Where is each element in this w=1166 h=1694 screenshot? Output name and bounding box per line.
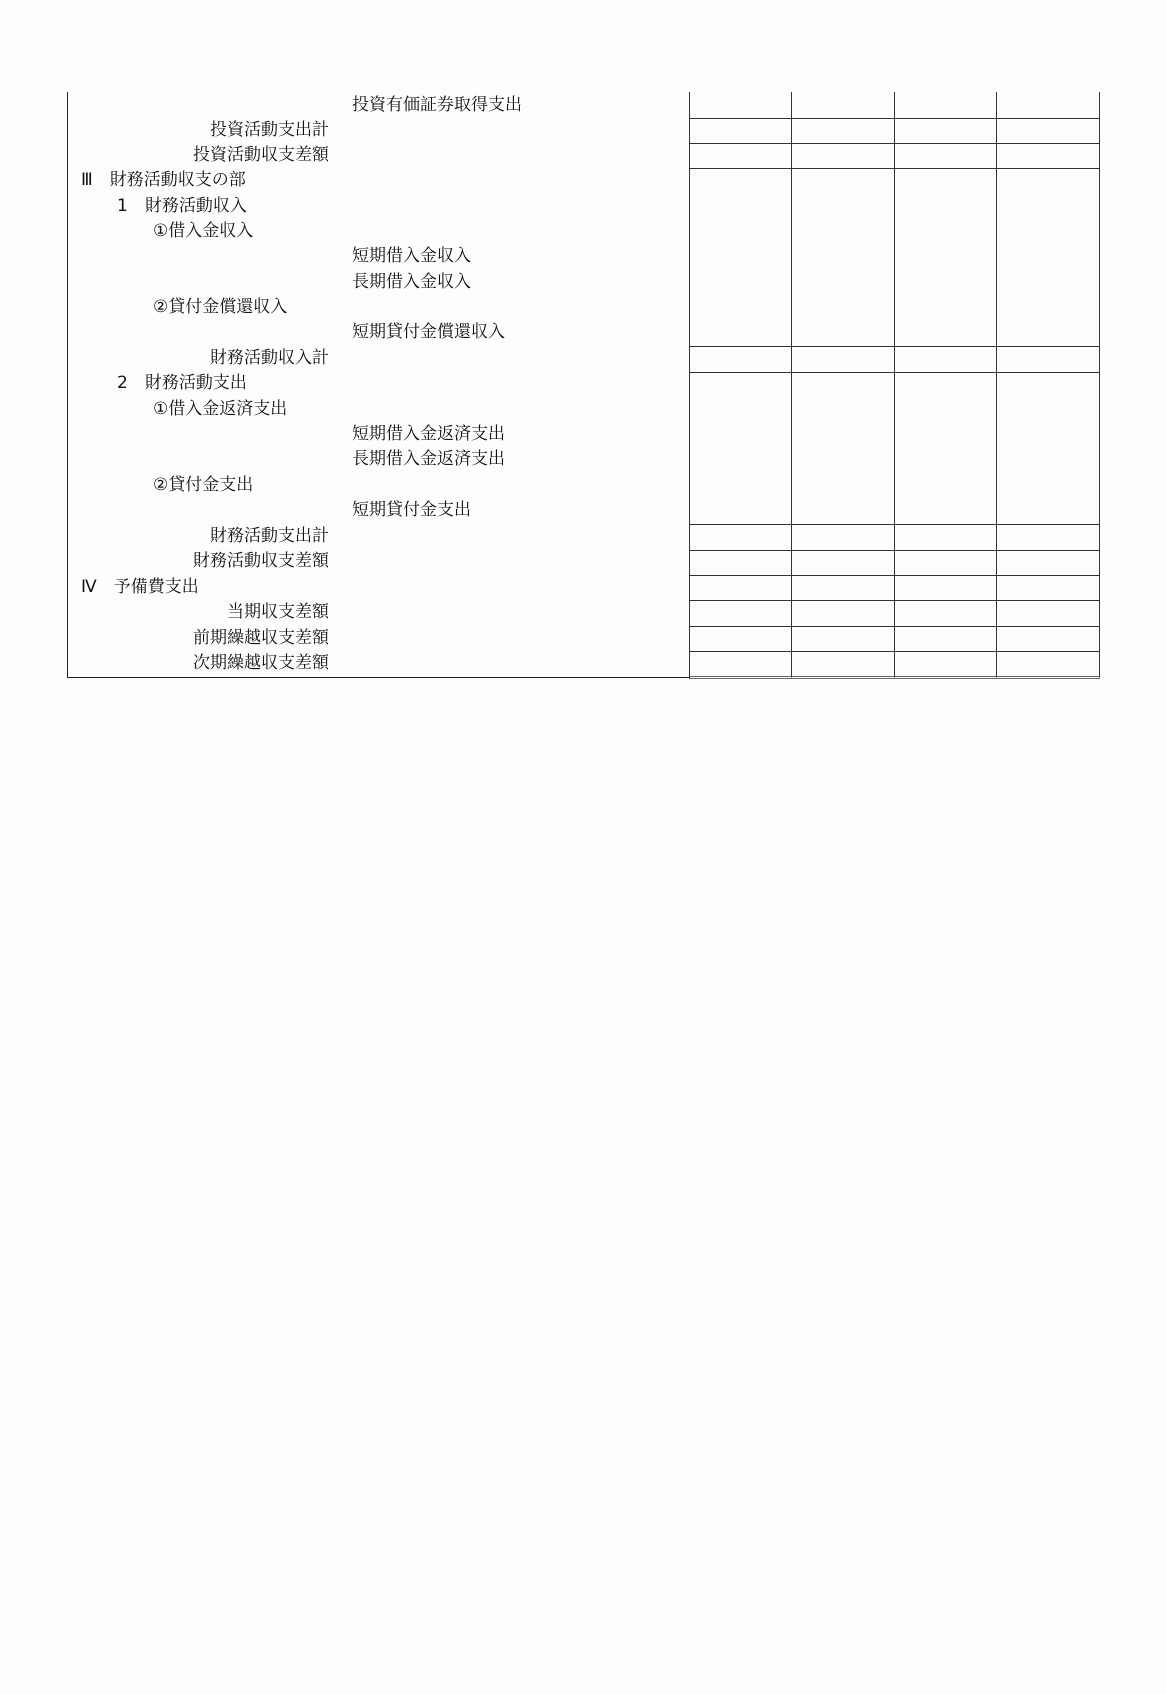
item-borrowing-repayment-expenditure: ①借入金返済支出 — [153, 399, 288, 419]
table-row — [0, 600, 1166, 625]
table-row — [0, 473, 1166, 498]
table-row — [0, 575, 1166, 600]
subsection-financing-income: 1 財務活動収入 — [117, 196, 247, 216]
item-loan-expenditure: ②貸付金支出 — [153, 475, 254, 495]
row-label-financing-net: 財務活動収支差額 — [193, 551, 329, 571]
row-label-financing-expenditure-total: 財務活動支出計 — [210, 526, 329, 546]
table-row — [0, 447, 1166, 472]
table-row — [0, 219, 1166, 244]
table-row — [0, 524, 1166, 549]
row-label-prior-period-carryover: 前期繰越収支差額 — [193, 628, 329, 648]
table-row — [0, 93, 1166, 118]
row-label-investing-net: 投資活動収支差額 — [193, 145, 329, 165]
row-label-short-term-loan-expenditure: 短期貸付金支出 — [352, 500, 471, 520]
row-label-investment-securities-purchase: 投資有価証券取得支出 — [352, 95, 522, 115]
table-row — [0, 651, 1166, 676]
subsection-financing-expenditure: 2 財務活動支出 — [117, 373, 247, 393]
section-heading-contingency: Ⅳ 予備費支出 — [81, 577, 199, 597]
table-row — [0, 626, 1166, 651]
table-row — [0, 244, 1166, 269]
row-label-financing-income-total: 財務活動収入計 — [210, 348, 329, 368]
item-borrowing-income: ①借入金収入 — [153, 221, 254, 241]
row-label-investing-expenditure-total: 投資活動支出計 — [210, 120, 329, 140]
row-label-short-term-borrowing-repayment: 短期借入金返済支出 — [352, 424, 505, 444]
table-row — [0, 346, 1166, 371]
table-row — [0, 320, 1166, 345]
table-row — [0, 143, 1166, 168]
table-row — [0, 397, 1166, 422]
section-heading-financing: Ⅲ 財務活動収支の部 — [81, 170, 246, 190]
table-row — [0, 168, 1166, 193]
row-label-next-period-carryover: 次期繰越収支差額 — [193, 653, 329, 673]
table-row — [0, 295, 1166, 320]
table-row — [0, 270, 1166, 295]
row-label-long-term-borrowing-income: 長期借入金収入 — [352, 272, 471, 292]
table-row — [0, 371, 1166, 396]
table-row — [0, 194, 1166, 219]
table-bottom-border — [67, 677, 690, 678]
row-label-long-term-borrowing-repayment: 長期借入金返済支出 — [352, 449, 505, 469]
row-label-short-term-borrowing-income: 短期借入金収入 — [352, 246, 471, 266]
item-loan-repayment-income: ②貸付金償還収入 — [153, 297, 288, 317]
table-row — [0, 498, 1166, 523]
table-row — [0, 118, 1166, 143]
table-row — [0, 422, 1166, 447]
row-label-short-term-loan-repayment-income: 短期貸付金償還収入 — [352, 322, 505, 342]
table-row — [0, 549, 1166, 574]
row-label-current-period-net: 当期収支差額 — [227, 602, 329, 622]
